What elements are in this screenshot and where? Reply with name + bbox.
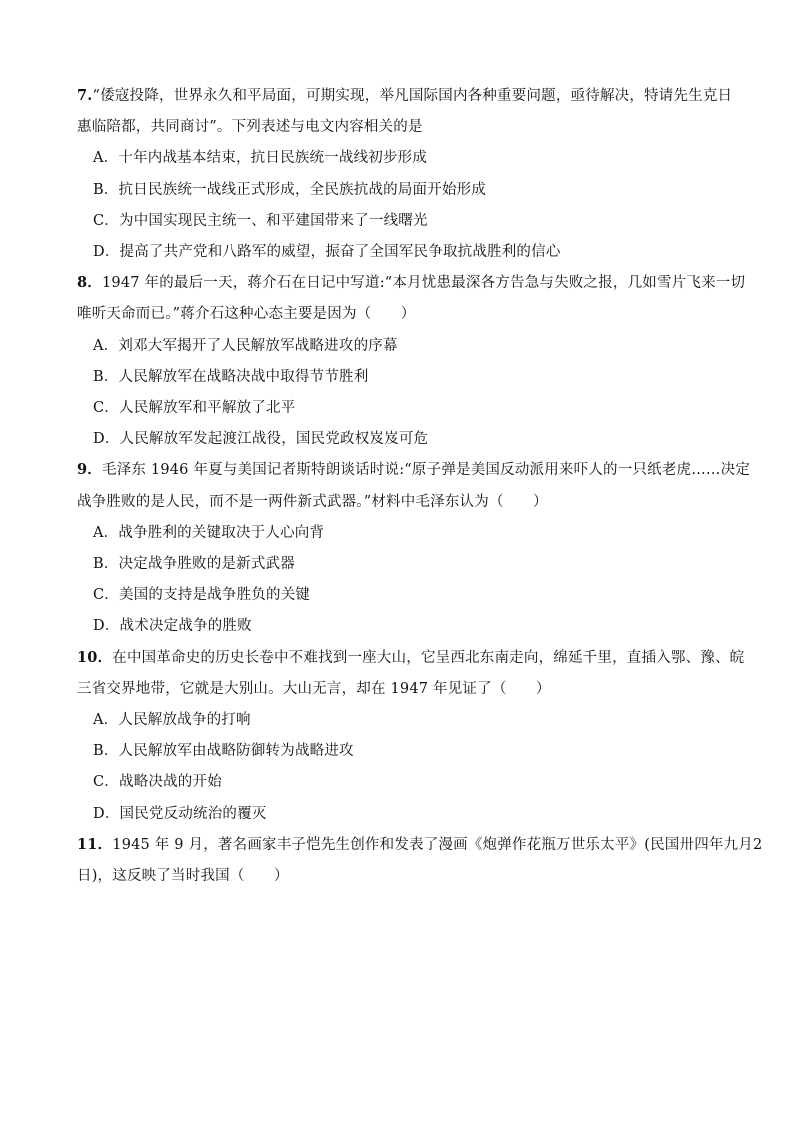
answer-option-d: D．人民解放军发起渡江战役，国民党政权岌岌可危: [93, 431, 429, 448]
question-stem: [77, 835, 762, 855]
question-text: 惠临陪都，共同商讨”。下列表述与电文内容相关的是: [77, 119, 423, 136]
question-number: 7.: [77, 87, 93, 104]
question-text: 战争胜败的是人民，而不是一两件新式武器。”材料中毛泽东认为（ ）: [77, 493, 548, 510]
answer-option-c: C．战略决战的开始: [93, 774, 222, 791]
answer-option-b: B．决定战争胜败的是新式武器: [93, 556, 295, 572]
answer-option-b: B．抗日民族统一战线正式形成，全民族抗战的局面开始形成: [93, 181, 487, 198]
question-text: 1947 年的最后一天，蒋介石在日记中写道:“本月忧患最深各方告急与失败之报，几如雪片飞来一切: [102, 275, 746, 292]
question-stem-continued: [77, 492, 548, 512]
question-stem-continued: [77, 866, 289, 886]
question-stem: [77, 86, 732, 106]
question-text: 三省交界地带，它就是大别山。大山无言，却在 1947 年见证了（ ）: [77, 680, 551, 697]
question-text: 1945 年 9 月，著名画家丰子恺先生创作和发表了漫画《炮弹作花瓶万世乐太平》(民国卅四年九月2: [112, 836, 763, 853]
question-text: 唯听天命而已。”蒋介石这种心态主要是因为（ ）: [77, 306, 416, 323]
answer-option-b: B．人民解放军在战略决战中取得节节胜利: [93, 368, 369, 385]
answer-option-d: D．国民党反动统治的覆灭: [93, 805, 267, 822]
question-stem-continued: [77, 679, 551, 699]
question-text: 日)，这反映了当时我国（ ）: [77, 868, 289, 884]
answer-option-c: C．为中国实现民主统一、和平建国带来了一线曙光: [93, 212, 428, 229]
answer-option-a: A．人民解放战争的打响: [93, 712, 251, 728]
answer-option-c: C．人民解放军和平解放了北平: [93, 400, 296, 416]
question-text: “倭寇投降，世界永久和平局面，可期实现，举凡国际国内各种重要问题，亟待解决，特请先生克日: [92, 88, 733, 104]
question-number: 8．: [77, 274, 102, 292]
question-stem-continued: [77, 117, 423, 137]
answer-option-b: B．人民解放军由战略防御转为战略进攻: [93, 743, 354, 760]
question-number: 9．: [77, 461, 102, 479]
question-stem: [77, 648, 744, 668]
answer-option-d: D．提高了共产党和八路军的威望，振奋了全国军民争取抗战胜利的信心: [93, 244, 561, 260]
answer-option-c: C．美国的支持是战争胜负的关键: [93, 587, 311, 604]
answer-option-a: A．十年内战基本结束，抗日民族统一战线初步形成: [93, 150, 428, 167]
question-stem: [77, 460, 750, 480]
question-number: 10．: [77, 648, 113, 666]
question-stem: [77, 273, 745, 293]
answer-option-d: D．战术决定战争的胜败: [93, 618, 252, 635]
question-number: 11．: [77, 835, 113, 853]
question-text: 毛泽东 1946 年夏与美国记者斯特朗谈话时说:“原子弹是美国反动派用来吓人的一只纸老虎……决定: [102, 462, 751, 479]
answer-option-a: A．战争胜利的关键取决于人心向背: [93, 524, 325, 541]
answer-option-a: A．刘邓大军揭开了人民解放军战略进攻的序幕: [93, 337, 398, 354]
question-stem-continued: [77, 304, 415, 324]
question-text: 在中国革命史的历史长卷中不难找到一座大山，它呈西北东南走向，绵延千里，直插入鄂、豫、皖: [112, 649, 745, 666]
